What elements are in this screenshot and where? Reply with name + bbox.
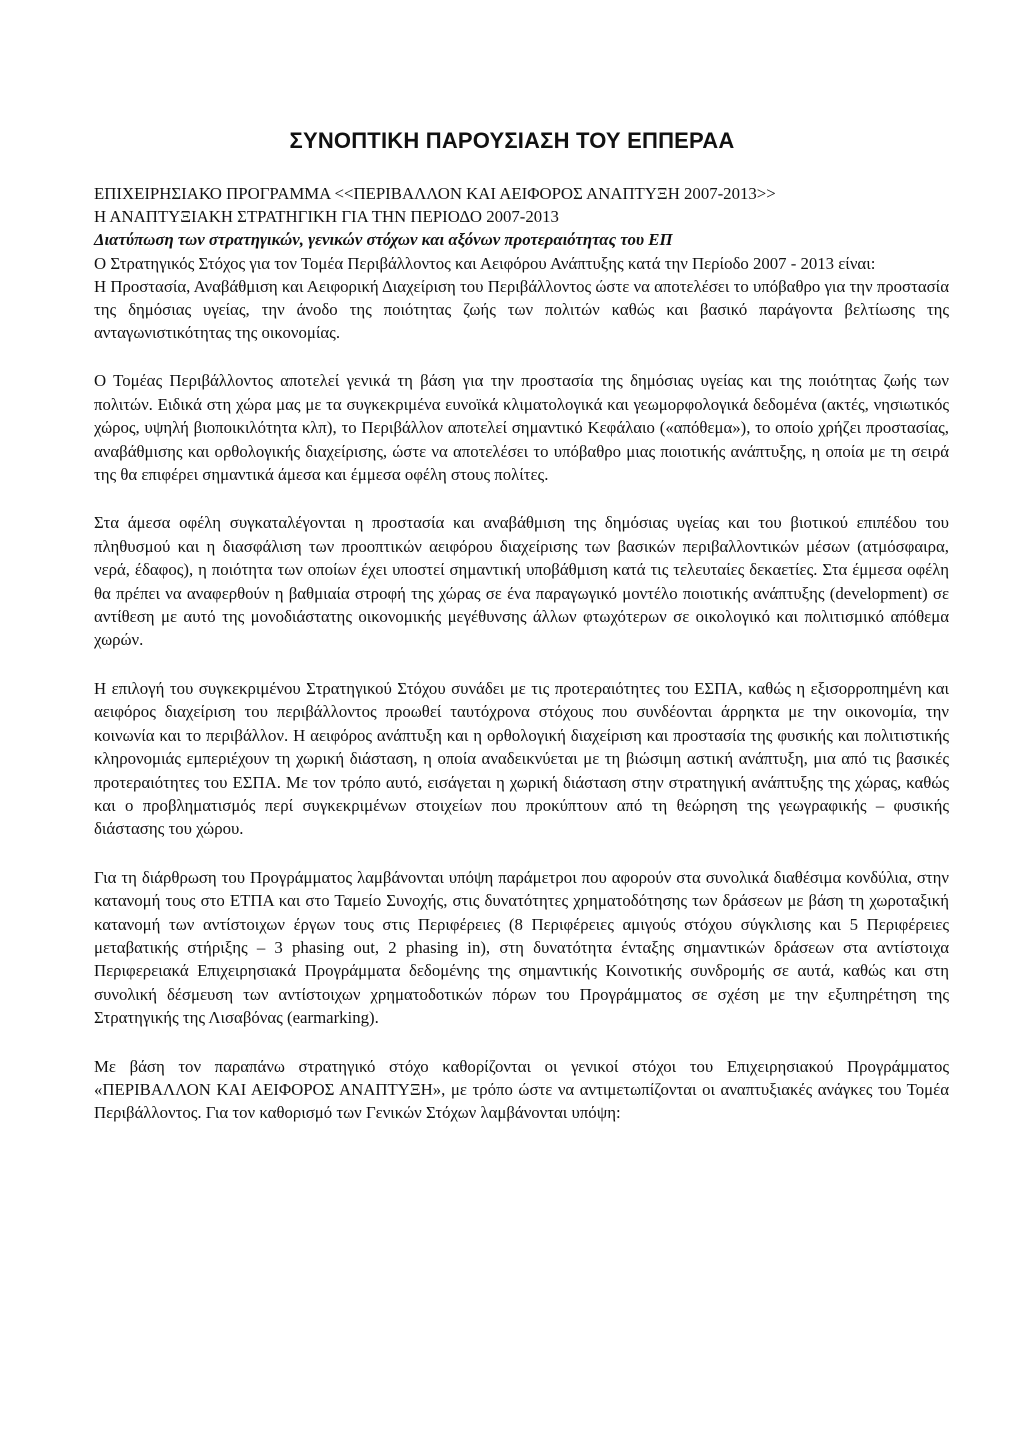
intro-block [94,182,949,344]
paragraph-5: Με βάση τον παραπάνω στρατηγικό στόχο καθορίζονται οι γενικοί στόχοι του Επιχειρησιακού Προγράμματος «ΠΕΡΙΒΑΛΛΟΝ ΚΑΙ ΑΕΙΦΟΡΟΣ ΑΝΑΠΤΥΞΗ», με τρόπο ώστε να αντιμετωπίζονται οι αναπτυξιακές ανάγκες του Τομέα Περιβάλλοντος. Για τον καθορισμό των Γενικών Στόχων λαμβάνονται υπόψη: [94,1056,949,1123]
section-heading: Διατύπωση των στρατηγικών, γενικών στόχων και αξόνων προτεραιότητας του ΕΠ [94,230,673,250]
page-title: ΣΥΝΟΠΤΙΚΗ ΠΑΡΟΥΣΙΑΣΗ ΤΟΥ ΕΠΠΕΡΑΑ [289,128,735,153]
strategic-goal-text: Η Προστασία, Αναβάθμιση και Αειφορική Διαχείριση του Περιβάλλοντος ώστε να αποτελέσει το υπόβαθρο για την προστασία της δημόσιας υγείας, την άνοδο της ποιότητας ζωής των πολιτών καθώς και βασικό παράγοντα βελτίωσης της ανταγωνιστικότητας της οικονομίας. [94,276,949,343]
paragraph-2: Στα άμεσα οφέλη συγκαταλέγονται η προστασία και αναβάθμιση της δημόσιας υγείας και του βιοτικού επιπέδου του πληθυσμού και η διασφάλιση των προοπτικών αειφόρου διαχείρισης των βασικών περιβαλλοντικών μέσων (ατμόσφαιρα, νερά, έδαφος), η ποιότητα των οποίων έχει υποστεί σημαντική υποβάθμιση κατά τις τελευταίες δεκαετίες. Στα έμμεσα οφέλη θα πρέπει να αναφερθούν η βαθμιαία στροφή της χώρας σε ένα παραγωγικό μοντέλο ποιοτικής ανάπτυξης (development) σε αντίθεση με αυτό της μονοδιάστατης οικονομικής μεγέθυνσης άλλων φτωχότερων σε οικολογικό και πολιτισμικό απόθεμα χωρών. [94,513,949,650]
document-body [94,182,949,1125]
paragraph-3: Η επιλογή του συγκεκριμένου Στρατηγικού Στόχου συνάδει με τις προτεραιότητες του ΕΣΠΑ, καθώς η εξισορροπημένη και αειφόρος διαχείριση του περιβάλλοντος προωθεί ταυτόχρονα στόχους που συνδέονται άρρηκτα με την οικονομία, την κοινωνία και το περιβάλλον. Η αειφόρος ανάπτυξη και η ορθολογική διαχείριση και προστασία της φυσικής και πολιτιστικής κληρονομιάς εμπεριέχουν τη χωρική διάσταση, η οποία αναδεικνύεται με τη βιώσιμη αστική ανάπτυξη, μια από τις βασικές προτεραιότητες του ΕΣΠΑ. Με τον τρόπο αυτό, εισάγεται η χωρική διάσταση στην στρατηγική ανάπτυξης της χώρας, καθώς και ο προβληματισμός περί συγκεκριμένων στοιχείων που προκύπτουν από τη θεώρηση της γεωγραφικής – φυσικής διάστασης του χώρου. [94,678,949,839]
program-line: ΕΠΙΧΕΙΡΗΣΙΑΚΟ ΠΡΟΓΡΑΜΜΑ <<ΠΕΡΙΒΑΛΛΟΝ ΚΑΙ ΑΕΙΦΟΡΟΣ ΑΝΑΠΤΥΞΗ 2007-2013>> [94,184,776,203]
paragraph-4: Για τη διάρθρωση του Προγράμματος λαμβάνονται υπόψη παράμετροι που αφορούν στα συνολικά διαθέσιμα κονδύλια, στην κατανομή τους στο ΕΤΠΑ και στο Ταμείο Συνοχής, στις δυνατότητες χρηματοδότησης των δράσεων με βάση τη χωροταξική κατανομή των αντίστοιχων έργων τους στις Περιφέρειες (8 Περιφέρειες αμιγούς στόχου σύγκλισης και 5 Περιφέρειες μεταβατικής στήριξης – 3 phasing out, 2 phasing in), στη δυνατότητα ένταξης σημαντικών δράσεων στα αντίστοιχα Περιφερειακά Επιχειρησιακά Προγράμματα δεδομένης της σημαντικής Κοινοτικής συνδρομής σε αυτά, καθώς και στη συνολική δέσμευση των αντίστοιχων χρηματοδοτικών πόρων του Προγράμματος σε σχέση με την εξυπηρέτηση της Στρατηγικής της Λισαβόνας (earmarking). [94,867,949,1028]
paragraph-1: Ο Τομέας Περιβάλλοντος αποτελεί γενικά τη βάση για την προστασία της δημόσιας υγείας και της ποιότητας ζωής των πολιτών. Ειδικά στη χώρα μας με τα συγκεκριμένα ευνοϊκά κλιματολογικά και γεωμορφολογικά δεδομένα (ακτές, νησιωτικός χώρος, υψηλή βιοποικιλότητα κλπ), το Περιβάλλον αποτελεί σημαντικό Κεφάλαιο («απόθεμα»), το οποίο χρήζει προστασίας, αναβάθμισης και ορθολογικής διαχείρισης, ώστε να αποτελέσει το υπόβαθρο μιας ποιοτικής ανάπτυξης, η οποία με τη σειρά της θα επιφέρει σημαντικά άμεσα και έμμεσα οφέλη στους πολίτες. [94,371,949,485]
strategy-line: Η ΑΝΑΠΤΥΞΙΑΚΗ ΣΤΡΑΤΗΓΙΚΗ ΓΙΑ ΤΗΝ ΠΕΡΙΟΔΟ 2007-2013 [94,207,559,227]
strategic-goal-line: Ο Στρατηγικός Στόχος για τον Τομέα Περιβάλλοντος και Αειφόρου Ανάπτυξης κατά την Περίοδο 2007 - 2013 είναι: [94,253,876,273]
